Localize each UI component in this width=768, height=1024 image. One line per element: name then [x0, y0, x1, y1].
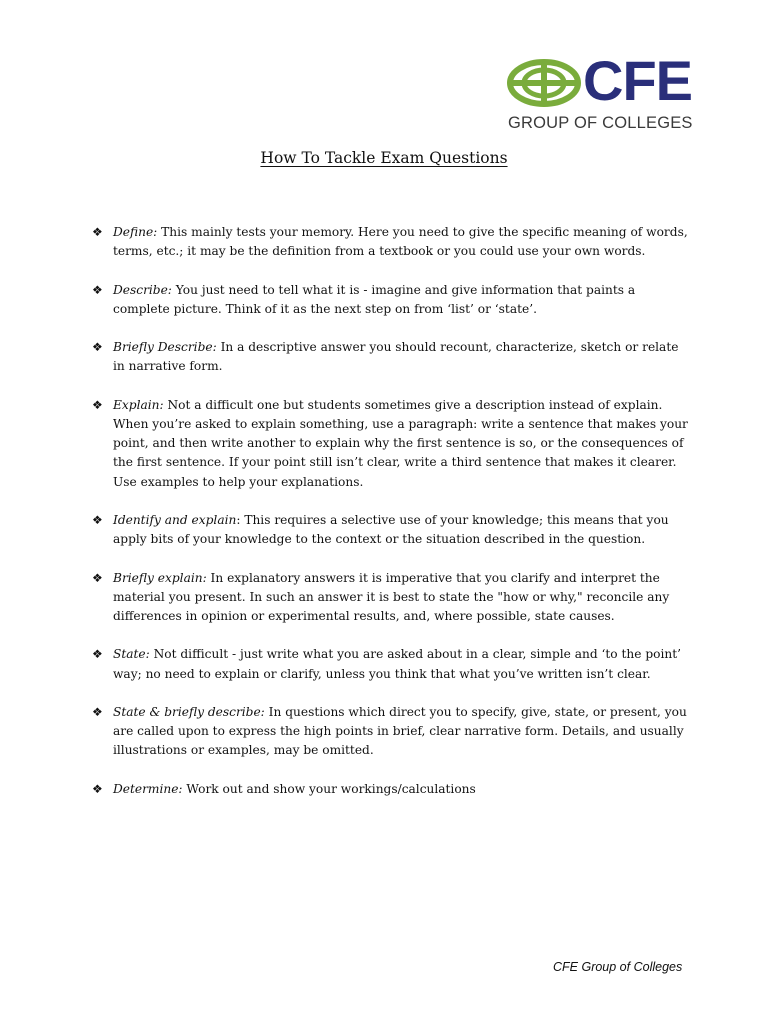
item-text: Work out and show your workings/calculations: [182, 781, 476, 796]
cfe-globe-logo-icon: [507, 59, 581, 107]
item-term: Define:: [113, 225, 158, 239]
list-item: [92, 569, 692, 627]
item-term: Determine:: [113, 781, 183, 796]
item-text: Not difficult - just write what you are asked about in a clear, simple and ‘to the point’ way; no need to explain or clarify, unless you think that what you’ve written isn’t clear.: [113, 647, 681, 681]
list-item: [92, 338, 692, 376]
item-text: In a descriptive answer you should recount, characterize, sketch or relate in narrative form.: [113, 340, 679, 374]
page-title: How To Tackle Exam Questions: [260, 149, 508, 167]
item-term: State:: [113, 647, 150, 662]
diamond-bullet-icon: ❖: [92, 340, 103, 355]
item-text: This mainly tests your memory. Here you need to give the specific meaning of words, terms, etc.; it may be the definition from a textbook or you could use your own words.: [113, 225, 688, 259]
list-item: [92, 223, 692, 261]
logo-wordmark: CFE: [583, 49, 692, 112]
list-item: [92, 703, 692, 761]
item-term: Describe:: [113, 282, 172, 297]
list-item: [92, 645, 692, 683]
item-text: Not a difficult one but students sometimes give a description instead of explain. When you’re asked to explain something, use a paragraph: write a sentence that makes your point, and then write another to explain why the first sentence is so, or the consequences of the first sentence. If your point still isn’t clear, write a third sentence that makes it clearer. Use examples to help your explanations.: [113, 397, 688, 489]
diamond-bullet-icon: ❖: [92, 397, 103, 412]
item-text: You just need to tell what it is - imagine and give information that paints a complete picture. Think of it as the next step on from ‘list’ or ‘state’.: [113, 282, 636, 316]
item-term: State & briefly describe:: [113, 704, 265, 719]
cfe-logo: [507, 49, 697, 137]
item-text: : This requires a selective use of your knowledge; this means that you apply bits of your knowledge to the context or the situation described in the question.: [113, 512, 669, 547]
diamond-bullet-icon: ❖: [92, 704, 103, 719]
item-term: Explain:: [113, 397, 164, 412]
diamond-bullet-icon: ❖: [92, 282, 103, 297]
item-term: Briefly Describe:: [113, 340, 217, 355]
question-terms-list: [92, 223, 692, 818]
diamond-bullet-icon: ❖: [92, 570, 103, 585]
diamond-bullet-icon: ❖: [92, 781, 103, 796]
list-item: [92, 511, 692, 549]
item-text: In questions which direct you to specify, give, state, or present, you are called upon to express the high points in brief, clear narrative form. Details, and usually illustrations or examples, may be omitted.: [113, 704, 687, 758]
diamond-bullet-icon: ❖: [92, 225, 103, 239]
diamond-bullet-icon: ❖: [92, 647, 103, 662]
diamond-bullet-icon: ❖: [92, 512, 103, 527]
page-footer: CFE Group of Colleges: [553, 960, 683, 974]
list-item: [92, 281, 692, 319]
list-item: [92, 396, 692, 492]
logo-subtitle: GROUP OF COLLEGES: [508, 114, 693, 132]
item-term: Briefly explain:: [113, 570, 207, 585]
list-item: [92, 780, 692, 799]
item-term: Identify and explain: [113, 512, 237, 527]
item-text: In explanatory answers it is imperative that you clarify and interpret the material you present. In such an answer it is best to state the "how or why," reconcile any differences in opinion or experimental results, and, where possible, state causes.: [113, 570, 670, 623]
